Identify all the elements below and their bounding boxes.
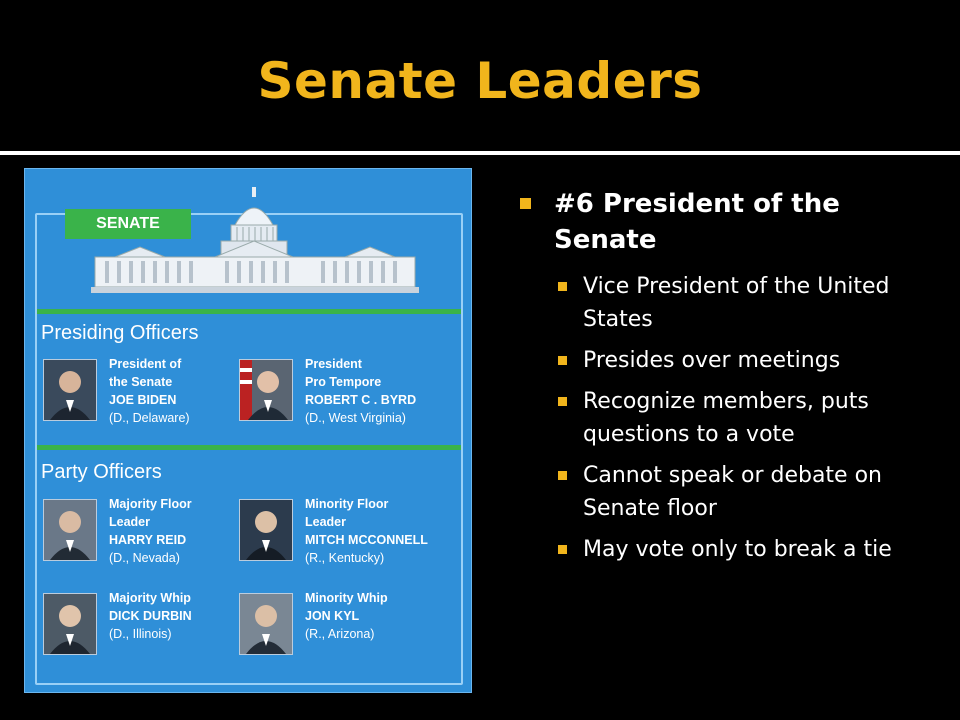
bullet-square-icon <box>558 282 567 291</box>
party-officers-heading: Party Officers <box>41 461 162 483</box>
senate-tag: SENATE <box>65 209 191 239</box>
party-officer-2 <box>305 495 428 567</box>
durbin-photo <box>43 593 97 655</box>
biden-photo <box>43 359 97 421</box>
capitol-building-icon <box>65 183 445 298</box>
presiding-officer-1 <box>109 355 190 427</box>
officer-party: (D., Delaware) <box>109 411 190 425</box>
reid-photo <box>43 499 97 561</box>
bullet-item-text: Vice President of the United States <box>583 274 890 332</box>
officer-name: JOE BIDEN <box>109 393 177 407</box>
party-officer-3 <box>109 589 192 643</box>
officer-role: President Pro Tempore <box>305 357 382 389</box>
party-officer-1 <box>109 495 192 567</box>
bullet-square-icon <box>520 198 531 209</box>
senate-infographic <box>24 168 472 693</box>
bullet-square-icon <box>558 471 567 480</box>
bullet-item <box>520 533 940 566</box>
bullet-item <box>520 270 940 336</box>
officer-party: (D., Illinois) <box>109 627 172 641</box>
bullet-heading-text: #6 President of the Senate <box>554 189 840 255</box>
party-officer-4 <box>305 589 388 643</box>
officer-name: ROBERT C . BYRD <box>305 393 417 407</box>
bullet-square-icon <box>558 397 567 406</box>
slide-title: Senate Leaders <box>257 52 703 110</box>
officer-name: MITCH MCCONNELL <box>305 533 428 547</box>
officer-role: Minority Whip <box>305 591 388 605</box>
bullet-item-text: Cannot speak or debate on Senate floor <box>583 463 882 521</box>
mcconnell-photo <box>239 499 293 561</box>
byrd-photo <box>239 359 293 421</box>
officer-role: Majority Whip <box>109 591 191 605</box>
bullet-list <box>520 186 940 574</box>
kyl-photo <box>239 593 293 655</box>
bullet-item-text: Presides over meetings <box>583 348 841 373</box>
officer-name: HARRY REID <box>109 533 187 547</box>
bullet-item <box>520 385 940 451</box>
bullet-item-text: May vote only to break a tie <box>583 537 892 562</box>
officer-party: (D., West Virginia) <box>305 411 406 425</box>
officer-role: President of the Senate <box>109 357 182 389</box>
officer-name: JON KYL <box>305 609 360 623</box>
officer-party: (D., Nevada) <box>109 551 180 565</box>
bullet-item <box>520 344 940 377</box>
bullet-item <box>520 459 940 525</box>
section-divider <box>37 445 461 450</box>
bullet-square-icon <box>558 356 567 365</box>
officer-name: DICK DURBIN <box>109 609 192 623</box>
bullet-heading <box>520 186 940 258</box>
bullet-square-icon <box>558 545 567 554</box>
bullet-item-text: Recognize members, puts questions to a vote <box>583 389 869 447</box>
officer-role: Minority Floor Leader <box>305 497 389 529</box>
presiding-officer-2 <box>305 355 416 427</box>
section-divider <box>37 309 461 314</box>
officer-role: Majority Floor Leader <box>109 497 192 529</box>
officer-party: (R., Kentucky) <box>305 551 385 565</box>
officer-party: (R., Arizona) <box>305 627 375 641</box>
presiding-officers-heading: Presiding Officers <box>41 322 199 344</box>
